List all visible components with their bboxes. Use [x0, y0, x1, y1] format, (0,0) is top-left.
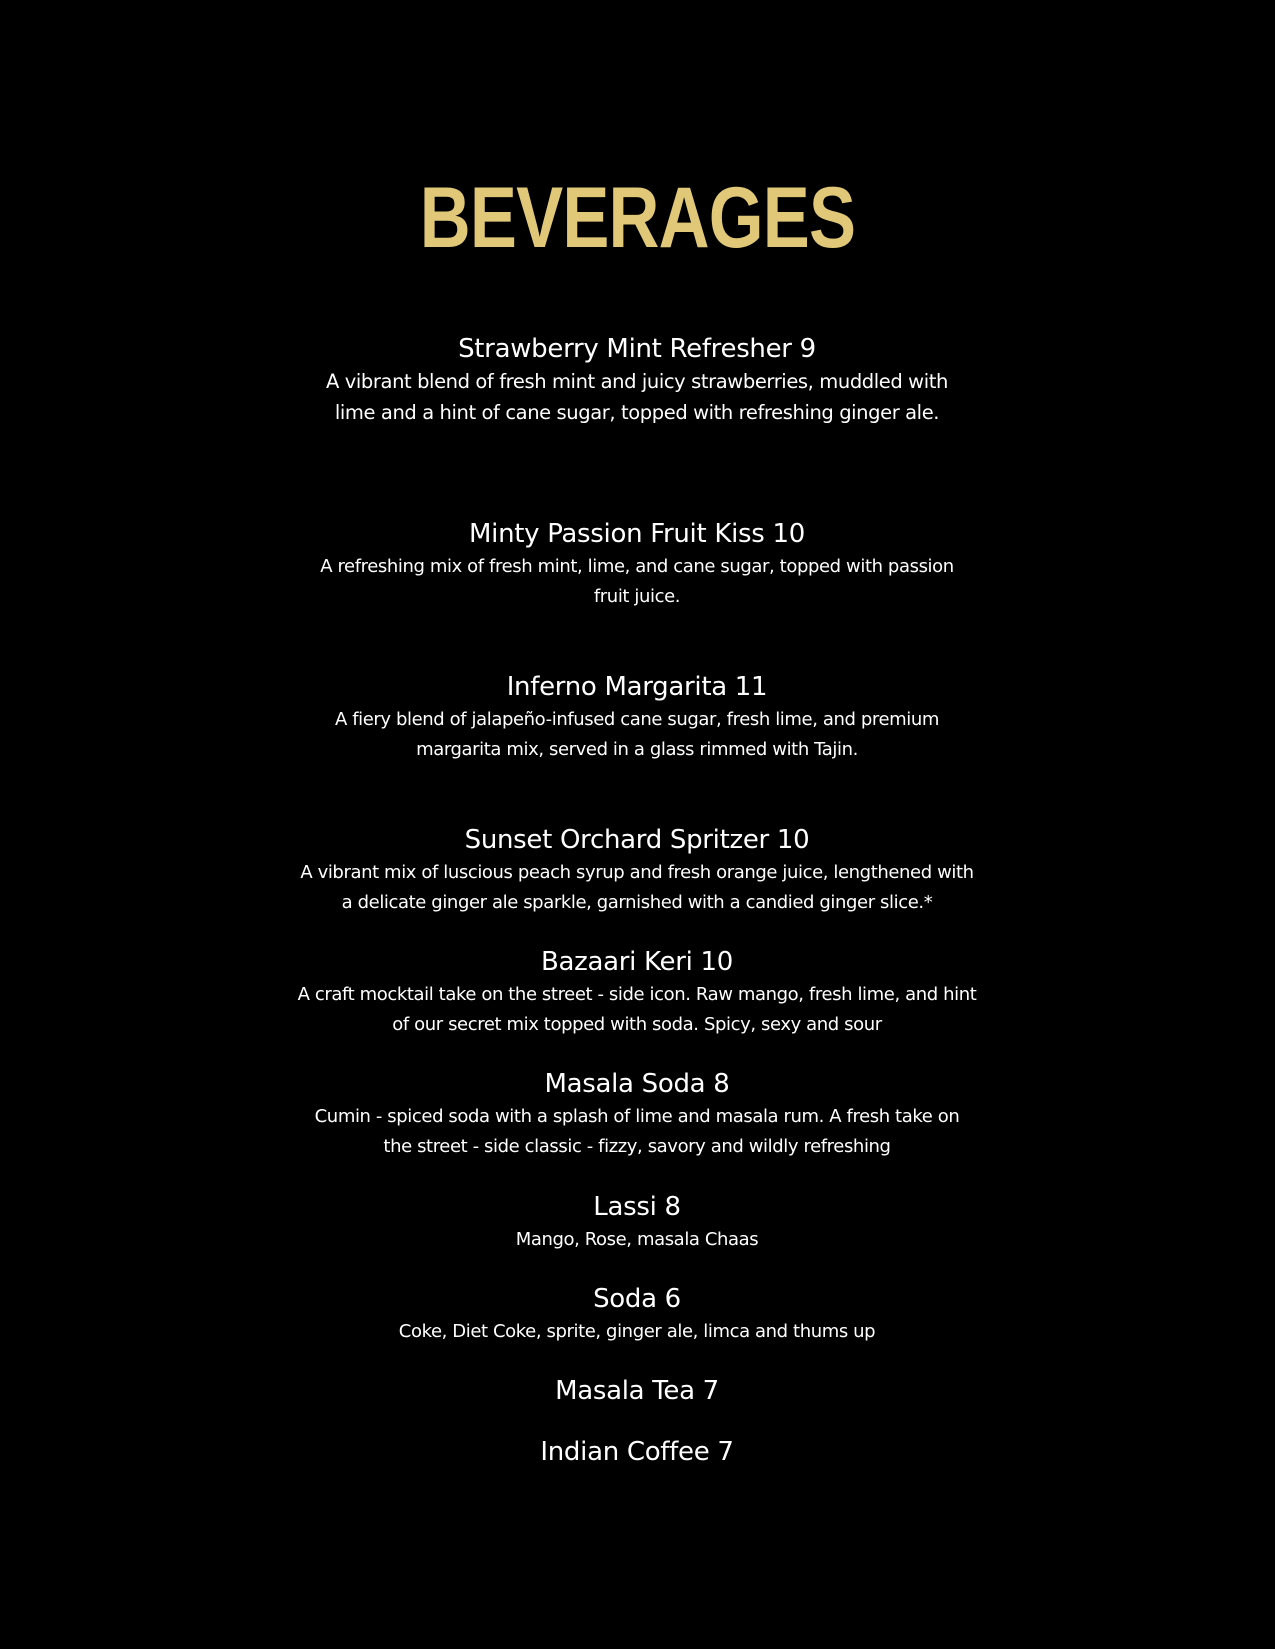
- menu-item-name: Lassi 8: [593, 1192, 681, 1222]
- menu-item: [287, 1189, 987, 1255]
- menu-item: [287, 1281, 987, 1347]
- menu-item: [287, 1066, 987, 1162]
- menu-item-name: Bazaari Keri 10: [541, 947, 733, 977]
- menu-item-name: Indian Coffee 7: [540, 1437, 734, 1467]
- menu-item: [287, 331, 987, 428]
- menu-item-description: A craft mocktail take on the street - side icon. Raw mango, fresh lime, and hint of our secret mix topped with soda. Spicy, sexy and sour: [297, 984, 977, 1035]
- menu-item: [287, 1434, 987, 1470]
- menu-item-description: Mango, Rose, masala Chaas: [515, 1229, 759, 1250]
- menu-item-description: A fiery blend of jalapeño-infused cane sugar, fresh lime, and premium margarita mix, served in a glass rimmed with Tajin.: [334, 709, 940, 760]
- page-title: BEVERAGES: [419, 170, 856, 266]
- menu-item: [287, 669, 987, 765]
- menu-item: [287, 822, 987, 918]
- menu-item-name: Sunset Orchard Spritzer 10: [464, 825, 810, 855]
- menu-item-name: Masala Tea 7: [555, 1376, 719, 1406]
- menu-item-name: Strawberry Mint Refresher 9: [458, 334, 816, 364]
- menu-item-name: Masala Soda 8: [544, 1069, 730, 1099]
- menu-item-description: A vibrant mix of luscious peach syrup and fresh orange juice, lengthened with a delicate ginger ale sparkle, garnished with a candied ginger slice.*: [300, 862, 974, 913]
- menu-item-description: A refreshing mix of fresh mint, lime, and cane sugar, topped with passion fruit juice.: [320, 556, 954, 607]
- menu-item: [287, 944, 987, 1040]
- menu-item: [287, 1373, 987, 1409]
- menu-item-name: Soda 6: [593, 1284, 681, 1314]
- menu-item-description: A vibrant blend of fresh mint and juicy strawberries, muddled with lime and a hint of cane sugar, topped with refreshing ginger ale.: [326, 370, 948, 424]
- menu-item: [287, 516, 987, 612]
- menu-item-name: Inferno Margarita 11: [506, 672, 768, 702]
- menu-item-description: Coke, Diet Coke, sprite, ginger ale, limca and thums up: [398, 1321, 876, 1342]
- menu-item-description: Cumin - spiced soda with a splash of lime and masala rum. A fresh take on the street - side classic - fizzy, savory and wildly refreshing: [314, 1106, 960, 1157]
- menu-item-name: Minty Passion Fruit Kiss 10: [469, 519, 805, 549]
